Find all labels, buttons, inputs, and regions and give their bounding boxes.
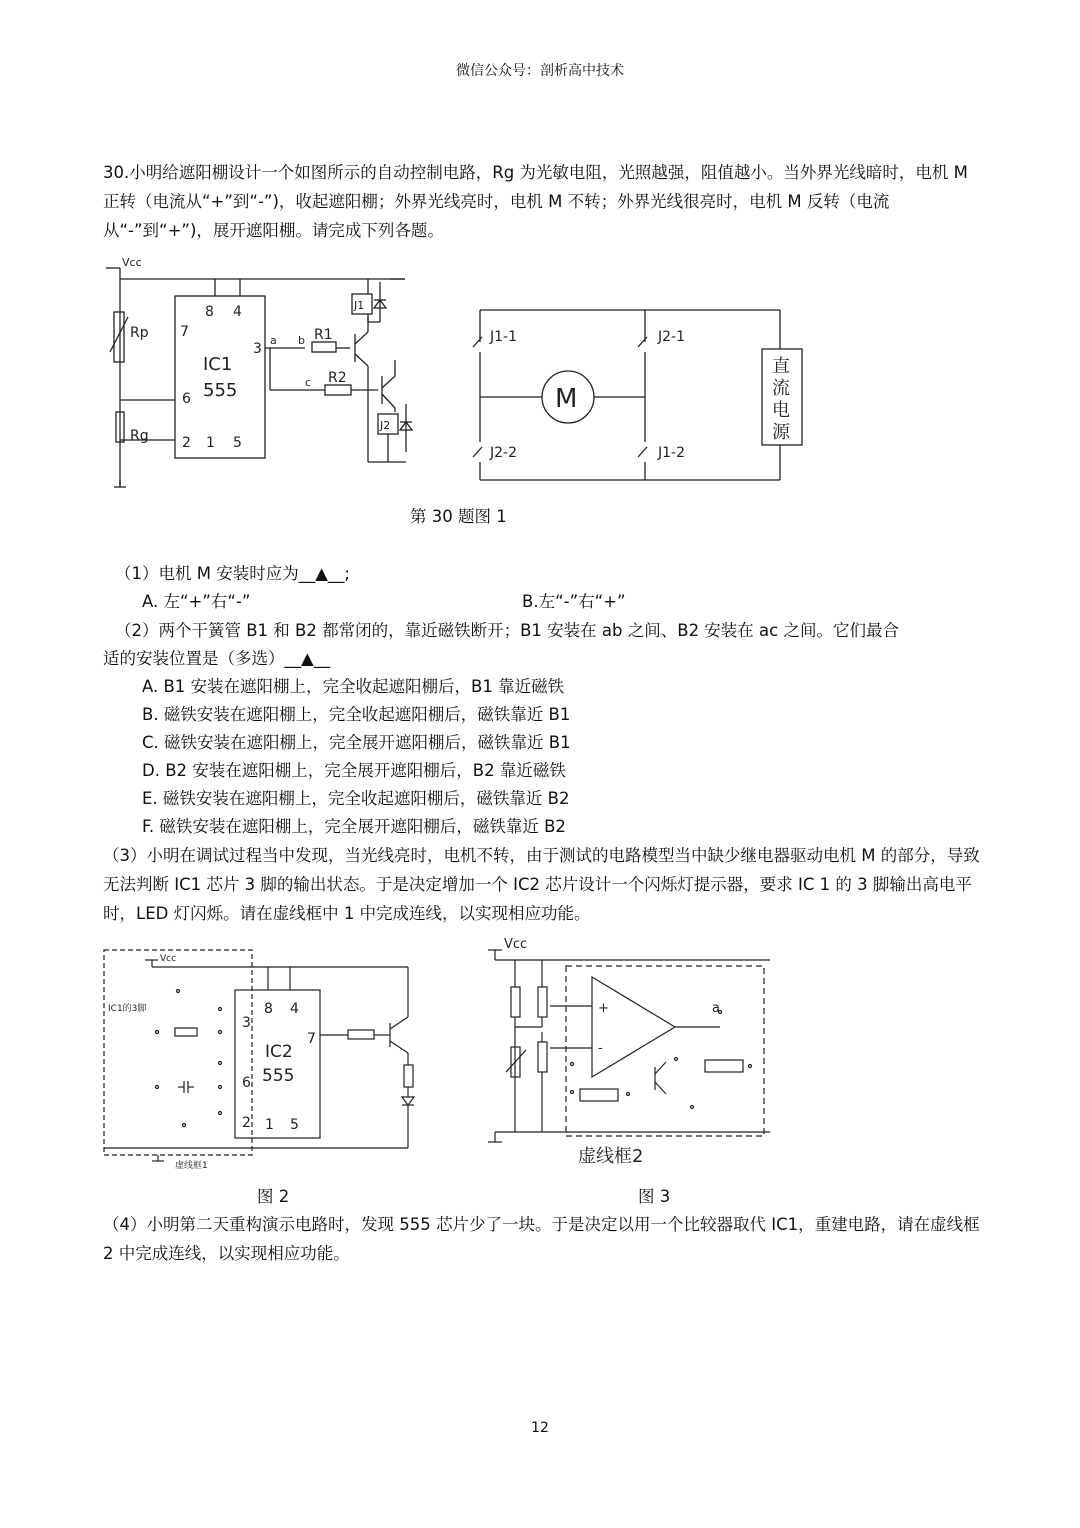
svg-text:5: 5 — [233, 435, 242, 451]
svg-text:Vcc: Vcc — [504, 937, 528, 952]
svg-text:+: + — [598, 1001, 609, 1016]
svg-text:Vcc: Vcc — [122, 256, 142, 269]
q1-stem: （1）电机 M 安装时应为__▲__; — [115, 564, 350, 583]
svg-text:IC1: IC1 — [203, 354, 233, 375]
svg-text:1: 1 — [206, 435, 215, 451]
svg-text:4: 4 — [290, 1001, 299, 1017]
svg-text:M: M — [555, 384, 578, 414]
svg-text:555: 555 — [203, 380, 238, 401]
figure-2-circuit — [100, 945, 430, 1175]
figure-2-caption: 图 2 — [257, 1187, 290, 1206]
svg-text:-: - — [598, 1041, 603, 1056]
figure-1-circuit — [100, 252, 820, 497]
svg-text:J2: J2 — [380, 419, 391, 432]
svg-text:c: c — [305, 376, 312, 389]
q1-option-a: A. 左“+”右“-” — [142, 592, 251, 611]
svg-text:虚线框1: 虚线框1 — [175, 1161, 208, 1171]
svg-text:1: 1 — [265, 1117, 274, 1133]
page-number: 12 — [531, 1420, 549, 1436]
q2-option: D. B2 安装在遮阳棚上，完全展开遮阳棚后，B2 靠近磁铁 — [142, 761, 566, 780]
figure-3-circuit — [480, 932, 780, 1172]
figure-1-caption: 第 30 题图 1 — [410, 507, 507, 526]
q2-stem-cont: 适的安装位置是（多选）__▲__ — [103, 649, 331, 668]
svg-text:555: 555 — [262, 1066, 295, 1086]
figure-3-caption: 图 3 — [638, 1187, 671, 1206]
svg-text:3: 3 — [253, 341, 262, 357]
svg-text:J1: J1 — [354, 299, 365, 312]
svg-text:4: 4 — [233, 304, 242, 320]
q2-stem: （2）两个干簧管 B1 和 B2 都常闭的，靠近磁铁断开；B1 安装在 ab 之间、B2 安装在 ac 之间。它们最合 — [115, 621, 899, 640]
q2-option: C. 磁铁安装在遮阳棚上，完全展开遮阳棚后，磁铁靠近 B1 — [142, 733, 571, 752]
svg-text:R1: R1 — [314, 327, 333, 343]
q2-option: B. 磁铁安装在遮阳棚上，完全收起遮阳棚后，磁铁靠近 B1 — [142, 705, 571, 724]
svg-text:5: 5 — [290, 1117, 299, 1133]
q3-text: （3）小明在调试过程当中发现，当光线亮时，电机不转，由于测试的电路模型当中缺少继电器驱动电机 M 的部分，导致无法判断 IC1 芯片 3 脚的输出状态。于是决定增加一个 IC2 芯片设计一个闪烁灯提示器，要求 IC 1 的 3 脚输出高电平时，LED 灯闪烁。请在虚线框中 1 中完成连线，以实现相应功能。 — [103, 846, 980, 923]
svg-text:6: 6 — [242, 1075, 251, 1091]
svg-text:8: 8 — [205, 304, 214, 320]
svg-text:a: a — [712, 1001, 720, 1016]
svg-text:R2: R2 — [328, 370, 347, 386]
q2-option: A. B1 安装在遮阳棚上，完全收起遮阳棚后，B1 靠近磁铁 — [142, 677, 565, 696]
svg-text:8: 8 — [264, 1001, 273, 1017]
svg-text:7: 7 — [180, 324, 189, 340]
svg-text:J2-1: J2-1 — [658, 329, 685, 345]
svg-text:流: 流 — [772, 378, 790, 399]
svg-text:7: 7 — [307, 1031, 316, 1047]
svg-text:b: b — [298, 334, 305, 347]
svg-text:电: 电 — [772, 400, 790, 421]
q2-option: E. 磁铁安装在遮阳棚上，完全收起遮阳棚后，磁铁靠近 B2 — [142, 789, 570, 808]
svg-text:a: a — [270, 334, 277, 347]
svg-text:虚线框2: 虚线框2 — [578, 1146, 644, 1167]
svg-text:Rp: Rp — [130, 325, 149, 341]
page-header: 微信公众号：剖析高中技术 — [456, 63, 624, 79]
svg-text:J2-2: J2-2 — [490, 445, 517, 461]
q4-text: （4）小明第二天重构演示电路时，发现 555 芯片少了一块。于是决定以用一个比较器取代 IC1，重建电路，请在虚线框 2 中完成连线，以实现相应功能。 — [103, 1215, 980, 1263]
q1-option-b: B.左“-”右“+” — [522, 592, 626, 611]
svg-text:直: 直 — [772, 356, 790, 377]
svg-text:IC1的3脚: IC1的3脚 — [108, 1004, 147, 1014]
svg-text:Vcc: Vcc — [160, 954, 177, 964]
svg-text:IC2: IC2 — [265, 1042, 293, 1062]
svg-text:6: 6 — [182, 391, 191, 407]
svg-text:3: 3 — [242, 1015, 251, 1031]
svg-text:J1-2: J1-2 — [658, 445, 685, 461]
question-intro: 30.小明给遮阳棚设计一个如图所示的自动控制电路，Rg 为光敏电阻，光照越强，阻值越小。当外界光线暗时，电机 M 正转（电流从“+”到“-”)，收起遮阳棚；外界光线亮时，电机 M 不转；外界光线很亮时，电机 M 反转（电流从“-”到“+”)，展开遮阳棚。请完成下列各题。 — [103, 163, 968, 240]
svg-text:2: 2 — [182, 435, 191, 451]
svg-text:源: 源 — [772, 422, 790, 443]
q2-option: F. 磁铁安装在遮阳棚上，完全展开遮阳棚后，磁铁靠近 B2 — [142, 817, 566, 836]
svg-text:Rg: Rg — [130, 428, 149, 444]
svg-text:2: 2 — [242, 1115, 251, 1131]
svg-text:J1-1: J1-1 — [490, 329, 517, 345]
